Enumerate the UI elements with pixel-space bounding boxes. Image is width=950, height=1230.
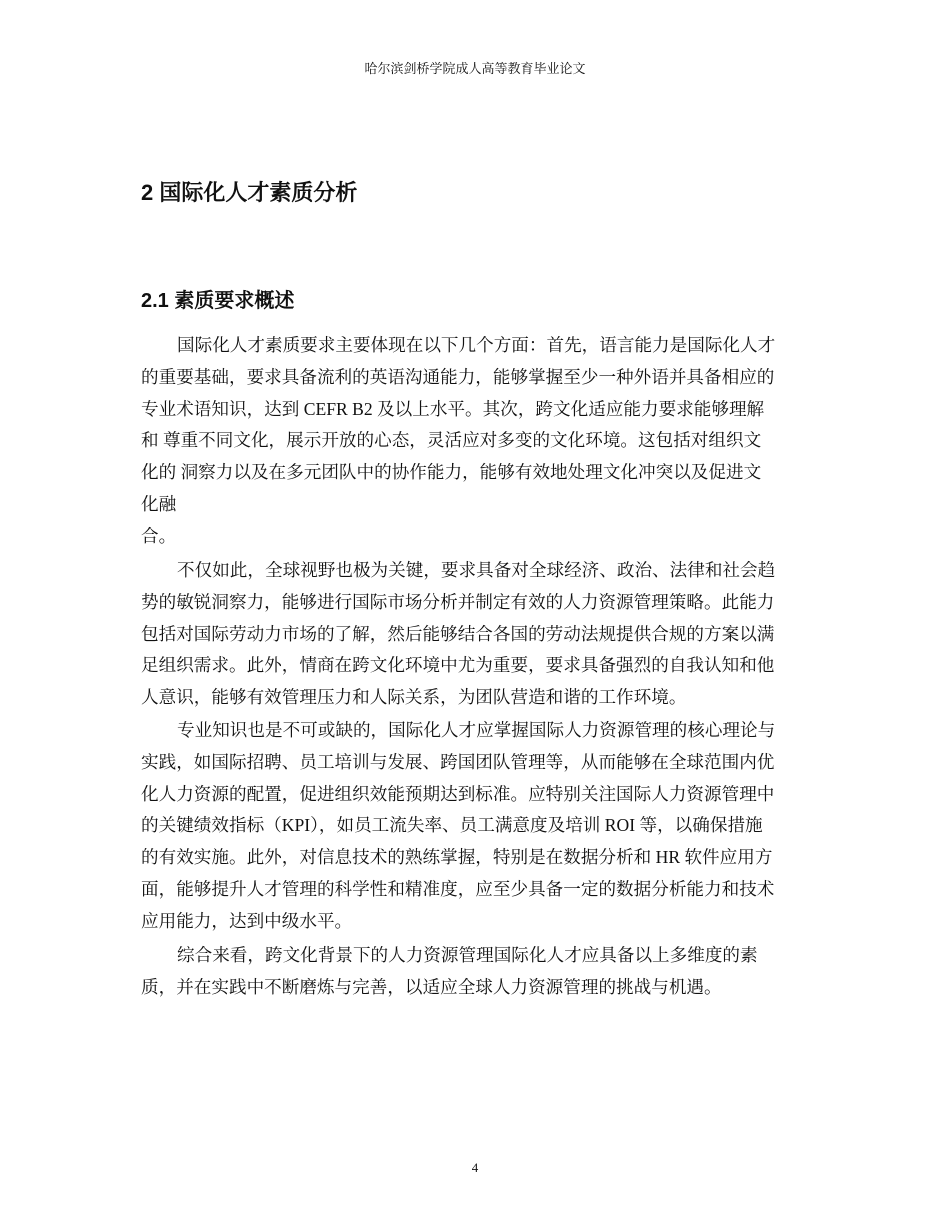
text-line: 势的敏锐洞察力，能够进行国际市场分析并制定有效的人力资源管理策略。此能力 (141, 591, 775, 612)
text-line: 和 尊重不同文化，展示开放的心态，灵活应对多变的文化环境。这包括对组织文 (141, 430, 762, 451)
section-title: 2.1 素质要求概述 (141, 290, 295, 312)
text-line: 面，能够提升人才管理的科学性和精准度，应至少具备一定的数据分析能力和技术 (141, 878, 775, 899)
text-line: 化人力资源的配置，促进组织效能预期达到标准。应特别关注国际人力资源管理中 (141, 783, 775, 804)
page-header: 哈尔滨剑桥学院成人高等教育毕业论文 (364, 61, 586, 76)
text-line: 足组织需求。此外，情商在跨文化环境中尤为重要，要求具备强烈的自我认知和他 (141, 655, 775, 676)
text-line: 的关键绩效指标（KPI），如员工流失率、员工满意度及培训 ROI 等，以确保措施 (141, 815, 763, 836)
text-line: 专业知识也是不可或缺的，国际化人才应掌握国际人力资源管理的核心理论与 (177, 720, 776, 740)
paragraph-1 (141, 330, 821, 553)
text-line: 人意识，能够有效管理压力和人际关系，为团队营造和谐的工作环境。 (141, 687, 687, 708)
text-line: 专业术语知识，达到 CEFR B2 及以上水平。其次，跨文化适应能力要求能够理解 (141, 398, 765, 419)
chapter-title: 2 国际化人才素质分析 (141, 180, 358, 205)
text-line: 综合来看，跨文化背景下的人力资源管理国际化人才应具备以上多维度的素 (177, 945, 758, 965)
paragraph-3 (141, 715, 821, 938)
text-line: 合。 (141, 525, 177, 546)
text-line: 的有效实施。此外，对信息技术的熟练掌握，特别是在数据分析和 HR 软件应用方 (141, 847, 773, 868)
text-line: 的重要基础，要求具备流利的英语沟通能力，能够掌握至少一种外语并具备相应的 (141, 366, 775, 387)
text-line: 应用能力，达到中级水平。 (141, 910, 353, 931)
text-line: 国际化人才素质要求主要体现在以下几个方面：首先，语言能力是国际化人才 (177, 335, 776, 355)
text-line: 化融 (141, 493, 177, 514)
text-line: 实践，如国际招聘、员工培训与发展、跨国团队管理等，从而能够在全球范围内优 (141, 751, 775, 772)
text-line: 不仅如此，全球视野也极为关键，要求具备对全球经济、政治、法律和社会趋 (177, 560, 776, 580)
text-line: 包括对国际劳动力市场的了解，然后能够结合各国的劳动法规提供合规的方案以满 (141, 623, 775, 644)
text-line: 化的 洞察力以及在多元团队中的协作能力，能够有效地处理文化冲突以及促进文 (141, 462, 762, 483)
paragraph-4 (141, 940, 821, 1004)
page-number: 4 (471, 1160, 479, 1175)
text-line: 质，并在实践中不断磨炼与完善，以适应全球人力资源管理的挑战与机遇。 (141, 976, 722, 997)
paragraph-2 (141, 555, 821, 714)
